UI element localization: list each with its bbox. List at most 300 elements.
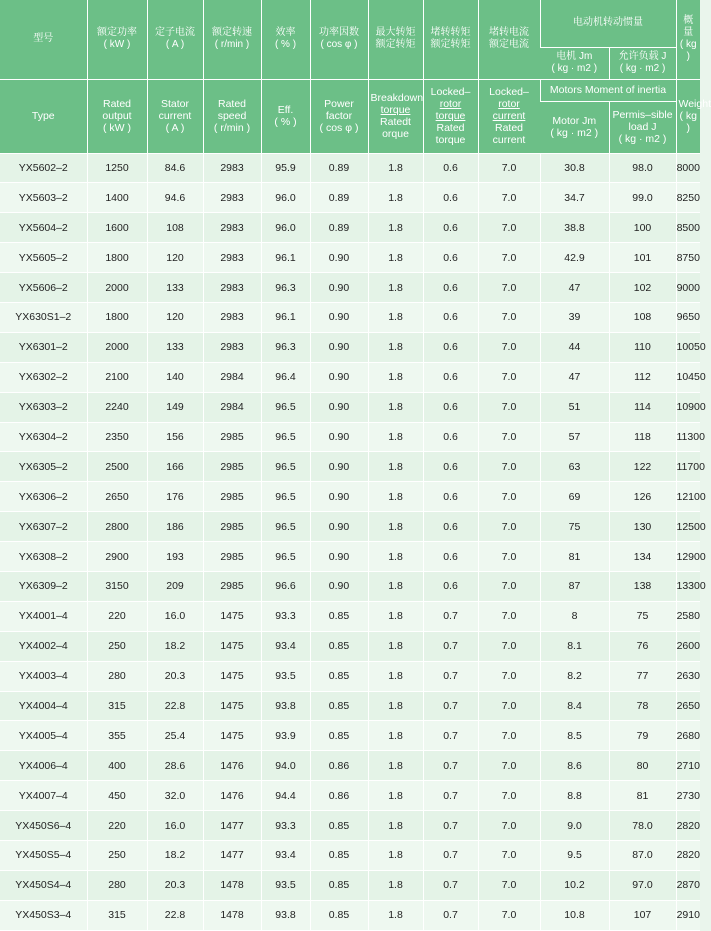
cell-locked-rotor-current: 7.0	[478, 721, 540, 751]
header-locked-rotor-current-zh: 堵转电流 额定电流	[478, 0, 540, 79]
cell-locked-rotor-torque: 0.7	[423, 840, 478, 870]
cell-permissible-load-j: 114	[609, 392, 676, 422]
cell-breakdown-torque: 1.8	[368, 840, 423, 870]
cell-breakdown-torque: 1.8	[368, 811, 423, 841]
cell-breakdown-torque: 1.8	[368, 751, 423, 781]
cell-weight: 8500	[676, 213, 700, 243]
cell-locked-rotor-torque: 0.6	[423, 213, 478, 243]
cell-weight: 10900	[676, 392, 700, 422]
cell-locked-rotor-torque: 0.7	[423, 900, 478, 930]
cell-locked-rotor-current: 7.0	[478, 273, 540, 303]
cell-stator-current: 186	[147, 512, 203, 542]
cell-rated-speed: 2983	[203, 153, 261, 183]
cell-stator-current: 156	[147, 422, 203, 452]
cell-locked-rotor-torque: 0.7	[423, 601, 478, 631]
cell-weight: 9000	[676, 273, 700, 303]
cell-rated-speed: 2985	[203, 482, 261, 512]
cell-stator-current: 84.6	[147, 153, 203, 183]
cell-type: YX4002–4	[0, 631, 87, 661]
header-weight-zh: 概量 ( kg )	[676, 0, 700, 79]
cell-locked-rotor-current: 7.0	[478, 213, 540, 243]
cell-breakdown-torque: 1.8	[368, 691, 423, 721]
cell-rated-output: 250	[87, 631, 147, 661]
cell-weight: 11700	[676, 452, 700, 482]
cell-locked-rotor-current: 7.0	[478, 183, 540, 213]
cell-breakdown-torque: 1.8	[368, 512, 423, 542]
cell-motor-jm: 87	[540, 571, 609, 601]
cell-motor-jm: 9.5	[540, 840, 609, 870]
breakdown-bottom: Ratedt orque	[380, 116, 411, 140]
cell-type: YX4007–4	[0, 781, 87, 811]
cell-locked-rotor-torque: 0.6	[423, 183, 478, 213]
cell-rated-speed: 2983	[203, 302, 261, 332]
cell-permissible-load-j: 102	[609, 273, 676, 303]
table-row	[0, 542, 700, 572]
cell-locked-rotor-torque: 0.7	[423, 751, 478, 781]
cell-stator-current: 20.3	[147, 870, 203, 900]
cell-rated-speed: 2985	[203, 571, 261, 601]
header-moment-of-inertia-zh: 电动机转动惯量	[540, 0, 676, 47]
cell-weight: 12900	[676, 542, 700, 572]
header-permissible-load-j-en: Permis–sible load J ( kg · m2 )	[609, 101, 676, 153]
header-type-en: Type	[0, 79, 87, 153]
cell-rated-output: 2650	[87, 482, 147, 512]
cell-locked-rotor-torque: 0.6	[423, 482, 478, 512]
cell-motor-jm: 38.8	[540, 213, 609, 243]
cell-power-factor: 0.85	[310, 840, 368, 870]
cell-power-factor: 0.86	[310, 781, 368, 811]
cell-type: YX6308–2	[0, 542, 87, 572]
cell-rated-output: 2000	[87, 273, 147, 303]
cell-rated-speed: 2984	[203, 392, 261, 422]
cell-breakdown-torque: 1.8	[368, 183, 423, 213]
cell-locked-rotor-torque: 0.6	[423, 243, 478, 273]
cell-motor-jm: 8.1	[540, 631, 609, 661]
header-rated-speed-en: Rated speed ( r/min )	[203, 79, 261, 153]
cell-locked-rotor-current: 7.0	[478, 362, 540, 392]
cell-motor-jm: 81	[540, 542, 609, 572]
cell-power-factor: 0.90	[310, 273, 368, 303]
cell-rated-speed: 2985	[203, 542, 261, 572]
table-row	[0, 362, 700, 392]
cell-rated-output: 2100	[87, 362, 147, 392]
cell-permissible-load-j: 99.0	[609, 183, 676, 213]
cell-locked-rotor-current: 7.0	[478, 631, 540, 661]
cell-breakdown-torque: 1.8	[368, 452, 423, 482]
cell-power-factor: 0.85	[310, 661, 368, 691]
cell-eff: 96.1	[261, 302, 310, 332]
cell-rated-output: 1250	[87, 153, 147, 183]
cell-breakdown-torque: 1.8	[368, 302, 423, 332]
cell-locked-rotor-current: 7.0	[478, 811, 540, 841]
cell-weight: 2650	[676, 691, 700, 721]
cell-locked-rotor-torque: 0.6	[423, 422, 478, 452]
cell-rated-output: 315	[87, 900, 147, 930]
cell-permissible-load-j: 101	[609, 243, 676, 273]
header-stator-current-zh: 定子电流 ( A )	[147, 0, 203, 79]
cell-locked-rotor-current: 7.0	[478, 571, 540, 601]
breakdown-top: Breakdown	[370, 92, 424, 104]
cell-eff: 93.3	[261, 811, 310, 841]
cell-locked-rotor-current: 7.0	[478, 601, 540, 631]
cell-permissible-load-j: 100	[609, 213, 676, 243]
cell-power-factor: 0.90	[310, 362, 368, 392]
cell-permissible-load-j: 79	[609, 721, 676, 751]
header-stator-current-en: Stator current ( A )	[147, 79, 203, 153]
cell-permissible-load-j: 80	[609, 751, 676, 781]
cell-power-factor: 0.90	[310, 243, 368, 273]
cell-stator-current: 133	[147, 273, 203, 303]
table-row	[0, 631, 700, 661]
cell-locked-rotor-torque: 0.7	[423, 811, 478, 841]
cell-weight: 8750	[676, 243, 700, 273]
cell-type: YX5605–2	[0, 243, 87, 273]
cell-eff: 93.8	[261, 691, 310, 721]
cell-rated-output: 280	[87, 661, 147, 691]
cell-weight: 11300	[676, 422, 700, 452]
cell-rated-output: 220	[87, 601, 147, 631]
cell-rated-output: 2500	[87, 452, 147, 482]
cell-motor-jm: 47	[540, 273, 609, 303]
header-power-factor-zh: 功率因数 ( cos φ )	[310, 0, 368, 79]
cell-type: YX5606–2	[0, 273, 87, 303]
cell-breakdown-torque: 1.8	[368, 332, 423, 362]
cell-power-factor: 0.89	[310, 213, 368, 243]
cell-rated-output: 2350	[87, 422, 147, 452]
cell-stator-current: 22.8	[147, 900, 203, 930]
cell-stator-current: 133	[147, 332, 203, 362]
cell-rated-output: 1800	[87, 243, 147, 273]
cell-eff: 96.1	[261, 243, 310, 273]
cell-power-factor: 0.90	[310, 571, 368, 601]
cell-rated-speed: 2985	[203, 512, 261, 542]
cell-motor-jm: 10.8	[540, 900, 609, 930]
cell-motor-jm: 57	[540, 422, 609, 452]
cell-type: YX4003–4	[0, 661, 87, 691]
cell-weight: 2630	[676, 661, 700, 691]
cell-eff: 96.0	[261, 213, 310, 243]
cell-weight: 12500	[676, 512, 700, 542]
cell-rated-speed: 1478	[203, 870, 261, 900]
table-row	[0, 332, 700, 362]
table-row	[0, 273, 700, 303]
cell-stator-current: 32.0	[147, 781, 203, 811]
cell-permissible-load-j: 78.0	[609, 811, 676, 841]
header-weight-en: Weight ( kg )	[676, 79, 700, 153]
cell-permissible-load-j: 75	[609, 601, 676, 631]
cell-locked-rotor-current: 7.0	[478, 661, 540, 691]
cell-locked-rotor-torque: 0.6	[423, 452, 478, 482]
cell-motor-jm: 8.2	[540, 661, 609, 691]
cell-stator-current: 94.6	[147, 183, 203, 213]
cell-rated-output: 250	[87, 840, 147, 870]
cell-breakdown-torque: 1.8	[368, 243, 423, 273]
header-rated-output-en: Rated output ( kW )	[87, 79, 147, 153]
cell-permissible-load-j: 118	[609, 422, 676, 452]
cell-weight: 2870	[676, 870, 700, 900]
cell-motor-jm: 75	[540, 512, 609, 542]
cell-eff: 93.9	[261, 721, 310, 751]
cell-rated-speed: 2983	[203, 332, 261, 362]
table-row	[0, 811, 700, 841]
table-body	[0, 153, 706, 930]
cell-rated-output: 280	[87, 870, 147, 900]
cell-type: YX6304–2	[0, 422, 87, 452]
cell-rated-output: 355	[87, 721, 147, 751]
cell-permissible-load-j: 87.0	[609, 840, 676, 870]
cell-locked-rotor-current: 7.0	[478, 243, 540, 273]
cell-type: YX450S6–4	[0, 811, 87, 841]
lrt-underlined: rotor torque	[435, 98, 466, 122]
table-row	[0, 661, 700, 691]
cell-power-factor: 0.85	[310, 870, 368, 900]
cell-eff: 93.3	[261, 601, 310, 631]
cell-type: YX4006–4	[0, 751, 87, 781]
table-row	[0, 691, 700, 721]
cell-eff: 93.5	[261, 870, 310, 900]
cell-eff: 96.5	[261, 512, 310, 542]
cell-stator-current: 18.2	[147, 631, 203, 661]
cell-eff: 95.9	[261, 153, 310, 183]
cell-rated-speed: 1475	[203, 661, 261, 691]
cell-eff: 94.0	[261, 751, 310, 781]
header-motor-jm-zh: 电机 Jm ( kg · m2 )	[540, 47, 609, 79]
header-rated-output-zh: 额定功率 ( kW )	[87, 0, 147, 79]
cell-motor-jm: 51	[540, 392, 609, 422]
cell-eff: 93.8	[261, 900, 310, 930]
cell-power-factor: 0.90	[310, 332, 368, 362]
cell-locked-rotor-torque: 0.6	[423, 512, 478, 542]
cell-breakdown-torque: 1.8	[368, 601, 423, 631]
cell-eff: 93.4	[261, 840, 310, 870]
cell-rated-speed: 2983	[203, 243, 261, 273]
table-row	[0, 751, 700, 781]
cell-motor-jm: 47	[540, 362, 609, 392]
cell-breakdown-torque: 1.8	[368, 422, 423, 452]
cell-power-factor: 0.85	[310, 631, 368, 661]
table-row	[0, 153, 700, 183]
cell-rated-speed: 2985	[203, 452, 261, 482]
cell-rated-speed: 2983	[203, 183, 261, 213]
cell-eff: 94.4	[261, 781, 310, 811]
cell-locked-rotor-torque: 0.7	[423, 781, 478, 811]
cell-rated-speed: 2985	[203, 422, 261, 452]
cell-locked-rotor-current: 7.0	[478, 691, 540, 721]
breakdown-underlined: torque	[380, 104, 411, 116]
header-breakdown-torque-zh: 最大转矩 额定转矩	[368, 0, 423, 79]
cell-power-factor: 0.90	[310, 392, 368, 422]
cell-permissible-load-j: 112	[609, 362, 676, 392]
cell-power-factor: 0.89	[310, 153, 368, 183]
cell-type: YX6305–2	[0, 452, 87, 482]
header-locked-rotor-current-en	[478, 79, 540, 153]
cell-locked-rotor-torque: 0.6	[423, 571, 478, 601]
cell-locked-rotor-torque: 0.6	[423, 273, 478, 303]
cell-eff: 96.5	[261, 392, 310, 422]
cell-power-factor: 0.86	[310, 751, 368, 781]
table-row	[0, 183, 700, 213]
cell-locked-rotor-current: 7.0	[478, 512, 540, 542]
table-row	[0, 900, 700, 930]
cell-locked-rotor-current: 7.0	[478, 870, 540, 900]
cell-power-factor: 0.90	[310, 512, 368, 542]
cell-locked-rotor-current: 7.0	[478, 452, 540, 482]
cell-rated-output: 1800	[87, 302, 147, 332]
cell-locked-rotor-current: 7.0	[478, 332, 540, 362]
cell-breakdown-torque: 1.8	[368, 392, 423, 422]
cell-breakdown-torque: 1.8	[368, 661, 423, 691]
cell-power-factor: 0.90	[310, 302, 368, 332]
cell-locked-rotor-current: 7.0	[478, 392, 540, 422]
cell-eff: 96.5	[261, 422, 310, 452]
cell-weight: 9650	[676, 302, 700, 332]
cell-locked-rotor-torque: 0.7	[423, 661, 478, 691]
cell-weight: 2910	[676, 900, 700, 930]
lrt-top: Locked–	[430, 86, 471, 98]
cell-weight: 13300	[676, 571, 700, 601]
cell-eff: 96.5	[261, 452, 310, 482]
cell-permissible-load-j: 110	[609, 332, 676, 362]
cell-type: YX450S3–4	[0, 900, 87, 930]
header-type-zh: 型号	[0, 0, 87, 79]
lrt-bottom: Rated torque	[435, 122, 466, 146]
cell-weight: 2820	[676, 811, 700, 841]
cell-weight: 10450	[676, 362, 700, 392]
cell-permissible-load-j: 122	[609, 452, 676, 482]
cell-stator-current: 149	[147, 392, 203, 422]
cell-type: YX6303–2	[0, 392, 87, 422]
cell-permissible-load-j: 108	[609, 302, 676, 332]
cell-rated-output: 1400	[87, 183, 147, 213]
table-row	[0, 213, 700, 243]
header-row-en	[0, 79, 700, 101]
header-motor-jm-en: Motor Jm ( kg · m2 )	[540, 101, 609, 153]
cell-type: YX4001–4	[0, 601, 87, 631]
cell-rated-output: 1600	[87, 213, 147, 243]
cell-rated-speed: 2983	[203, 213, 261, 243]
header-row-zh	[0, 0, 700, 47]
cell-type: YX6309–2	[0, 571, 87, 601]
cell-type: YX6307–2	[0, 512, 87, 542]
cell-eff: 96.5	[261, 482, 310, 512]
cell-power-factor: 0.85	[310, 721, 368, 751]
cell-type: YX5603–2	[0, 183, 87, 213]
cell-motor-jm: 30.8	[540, 153, 609, 183]
cell-locked-rotor-torque: 0.6	[423, 302, 478, 332]
cell-weight: 10050	[676, 332, 700, 362]
cell-power-factor: 0.85	[310, 900, 368, 930]
cell-motor-jm: 42.9	[540, 243, 609, 273]
cell-rated-output: 3150	[87, 571, 147, 601]
table-row	[0, 422, 700, 452]
cell-breakdown-torque: 1.8	[368, 542, 423, 572]
cell-locked-rotor-current: 7.0	[478, 153, 540, 183]
header-breakdown-torque-en	[368, 79, 423, 153]
cell-power-factor: 0.90	[310, 422, 368, 452]
cell-rated-speed: 2984	[203, 362, 261, 392]
cell-locked-rotor-torque: 0.6	[423, 392, 478, 422]
cell-breakdown-torque: 1.8	[368, 362, 423, 392]
cell-weight: 2710	[676, 751, 700, 781]
cell-breakdown-torque: 1.8	[368, 781, 423, 811]
cell-power-factor: 0.85	[310, 601, 368, 631]
cell-weight: 8250	[676, 183, 700, 213]
cell-stator-current: 28.6	[147, 751, 203, 781]
table-row	[0, 781, 700, 811]
cell-rated-output: 400	[87, 751, 147, 781]
cell-motor-jm: 8.8	[540, 781, 609, 811]
cell-motor-jm: 44	[540, 332, 609, 362]
cell-stator-current: 108	[147, 213, 203, 243]
cell-locked-rotor-torque: 0.7	[423, 870, 478, 900]
cell-locked-rotor-current: 7.0	[478, 781, 540, 811]
cell-permissible-load-j: 126	[609, 482, 676, 512]
cell-eff: 93.4	[261, 631, 310, 661]
cell-motor-jm: 10.2	[540, 870, 609, 900]
cell-locked-rotor-torque: 0.6	[423, 332, 478, 362]
cell-type: YX5604–2	[0, 213, 87, 243]
cell-permissible-load-j: 97.0	[609, 870, 676, 900]
table-header	[0, 0, 711, 153]
cell-breakdown-torque: 1.8	[368, 273, 423, 303]
cell-eff: 96.4	[261, 362, 310, 392]
cell-motor-jm: 69	[540, 482, 609, 512]
cell-stator-current: 18.2	[147, 840, 203, 870]
cell-stator-current: 176	[147, 482, 203, 512]
cell-power-factor: 0.90	[310, 482, 368, 512]
cell-stator-current: 140	[147, 362, 203, 392]
cell-breakdown-torque: 1.8	[368, 213, 423, 243]
cell-rated-output: 2800	[87, 512, 147, 542]
cell-stator-current: 209	[147, 571, 203, 601]
cell-permissible-load-j: 81	[609, 781, 676, 811]
cell-breakdown-torque: 1.8	[368, 900, 423, 930]
cell-eff: 93.5	[261, 661, 310, 691]
cell-rated-speed: 1475	[203, 631, 261, 661]
header-moment-of-inertia-en: Motors Moment of inertia	[540, 79, 676, 101]
cell-motor-jm: 8.4	[540, 691, 609, 721]
cell-motor-jm: 8.6	[540, 751, 609, 781]
cell-weight: 12100	[676, 482, 700, 512]
cell-locked-rotor-current: 7.0	[478, 840, 540, 870]
cell-locked-rotor-current: 7.0	[478, 900, 540, 930]
table-row	[0, 243, 700, 273]
cell-power-factor: 0.85	[310, 691, 368, 721]
cell-eff: 96.3	[261, 273, 310, 303]
table-row	[0, 482, 700, 512]
header-locked-rotor-torque-en	[423, 79, 478, 153]
cell-stator-current: 193	[147, 542, 203, 572]
cell-breakdown-torque: 1.8	[368, 482, 423, 512]
cell-permissible-load-j: 76	[609, 631, 676, 661]
cell-weight: 2580	[676, 601, 700, 631]
cell-power-factor: 0.90	[310, 542, 368, 572]
cell-permissible-load-j: 130	[609, 512, 676, 542]
cell-permissible-load-j: 134	[609, 542, 676, 572]
cell-rated-speed: 1475	[203, 721, 261, 751]
cell-permissible-load-j: 107	[609, 900, 676, 930]
cell-rated-output: 315	[87, 691, 147, 721]
header-eff-zh: 效率 ( % )	[261, 0, 310, 79]
cell-permissible-load-j: 77	[609, 661, 676, 691]
table-row	[0, 452, 700, 482]
table-row	[0, 601, 700, 631]
cell-motor-jm: 9.0	[540, 811, 609, 841]
cell-rated-output: 450	[87, 781, 147, 811]
cell-type: YX4005–4	[0, 721, 87, 751]
cell-permissible-load-j: 98.0	[609, 153, 676, 183]
cell-type: YX6301–2	[0, 332, 87, 362]
